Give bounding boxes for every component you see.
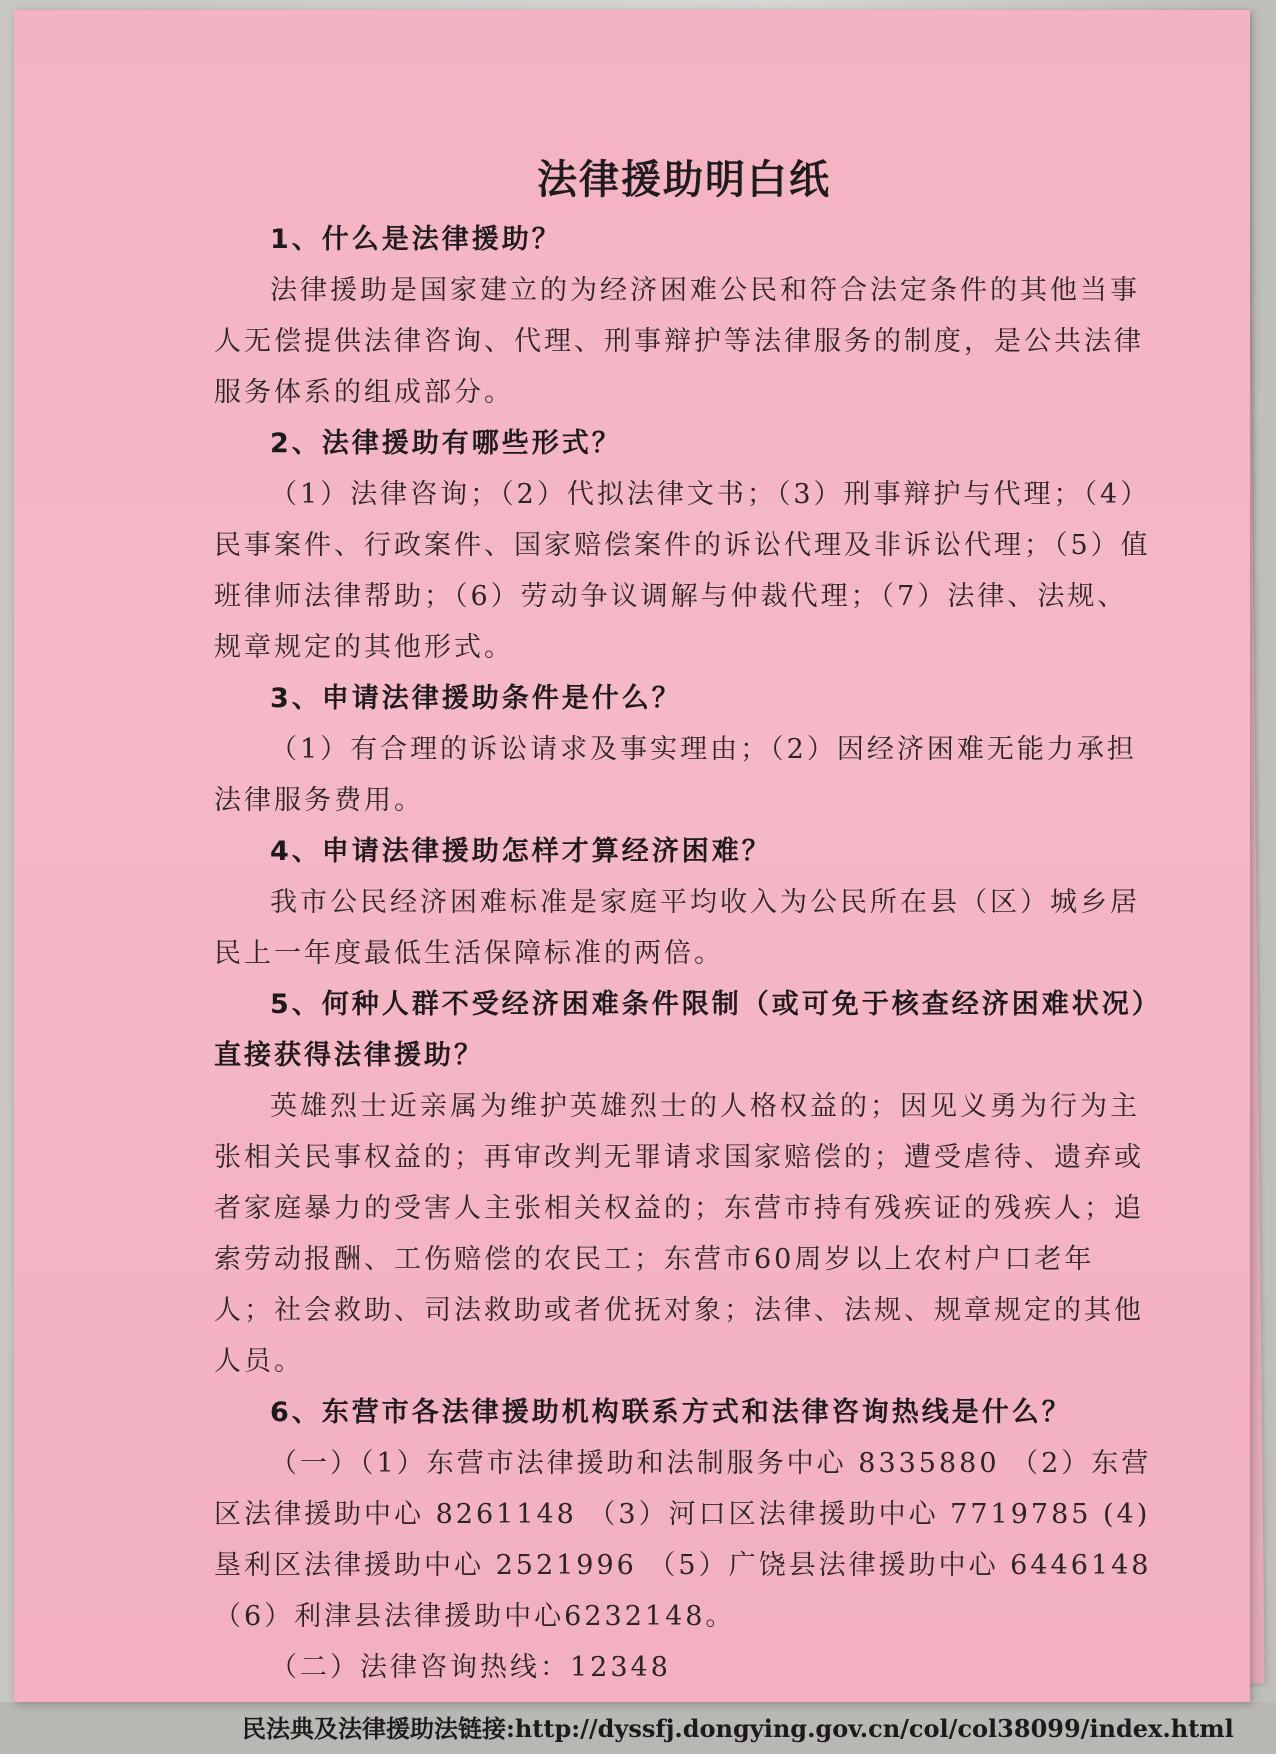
- answer-6-contacts: （一）（1）东营市法律援助和法制服务中心 8335880 （2）东营区法律援助中心 8261148 （3）河口区法律援助中心 7719785 (4)垦利区法律援助中心 2521996 （5）广饶县法律援助中心 6446148 （6）利津县法律援助中心6232148。: [214, 1448, 1152, 1632]
- question-4: 4、申请法律援助怎样才算经济困难？: [270, 836, 772, 867]
- document-title: 法律援助明白纸: [537, 157, 831, 203]
- question-3: 3、申请法律援助条件是什么？: [270, 683, 682, 714]
- document-content: [214, 140, 1234, 1754]
- answer-6-hotline: （二）法律咨询热线：12348: [270, 1652, 671, 1683]
- answer-5: 英雄烈士近亲属为维护英雄烈士的人格权益的；因见义勇为行为主张相关民事权益的；再审改判无罪请求国家赔偿的；遭受虐待、遗弃或者家庭暴力的受害人主张相关权益的；东营市持有残疾证的残疾人；追索劳动报酬、工伤赔偿的农民工；东营市60周岁以上农村户口老年人；社会救助、司法救助或者优抚对象；法律、法规、规章规定的其他人员。: [214, 1091, 1144, 1377]
- footer-link[interactable]: 民法典及法律援助法链接:http://dyssfj.dongying.gov.cn/col/col38099/index.html: [242, 1714, 1234, 1743]
- answer-1: 法律援助是国家建立的为经济困难公民和符合法定条件的其他当事人无偿提供法律咨询、代理、刑事辩护等法律服务的制度，是公共法律服务体系的组成部分。: [214, 275, 1144, 408]
- question-5: 5、何种人群不受经济困难条件限制（或可免于核查经济困难状况）直接获得法律援助？: [214, 989, 1149, 1071]
- answer-4: 我市公民经济困难标准是家庭平均收入为公民所在县（区）城乡居民上一年度最低生活保障标准的两倍。: [214, 887, 1140, 969]
- question-1: 1、什么是法律援助？: [270, 224, 562, 255]
- answer-2: （1）法律咨询；（2）代拟法律文书；（3）刑事辩护与代理；（4）民事案件、行政案件、国家赔偿案件的诉讼代理及非诉讼代理；（5）值班律师法律帮助；（6）劳动争议调解与仲裁代理；（7）法律、法规、规章规定的其他形式。: [214, 479, 1151, 663]
- document-sheet: [14, 10, 1250, 1743]
- question-2: 2、法律援助有哪些形式？: [270, 428, 622, 459]
- answer-3: （1）有合理的诉讼请求及事实理由；（2）因经济困难无能力承担法律服务费用。: [214, 734, 1137, 816]
- question-6: 6、东营市各法律援助机构联系方式和法律咨询热线是什么？: [270, 1397, 1072, 1428]
